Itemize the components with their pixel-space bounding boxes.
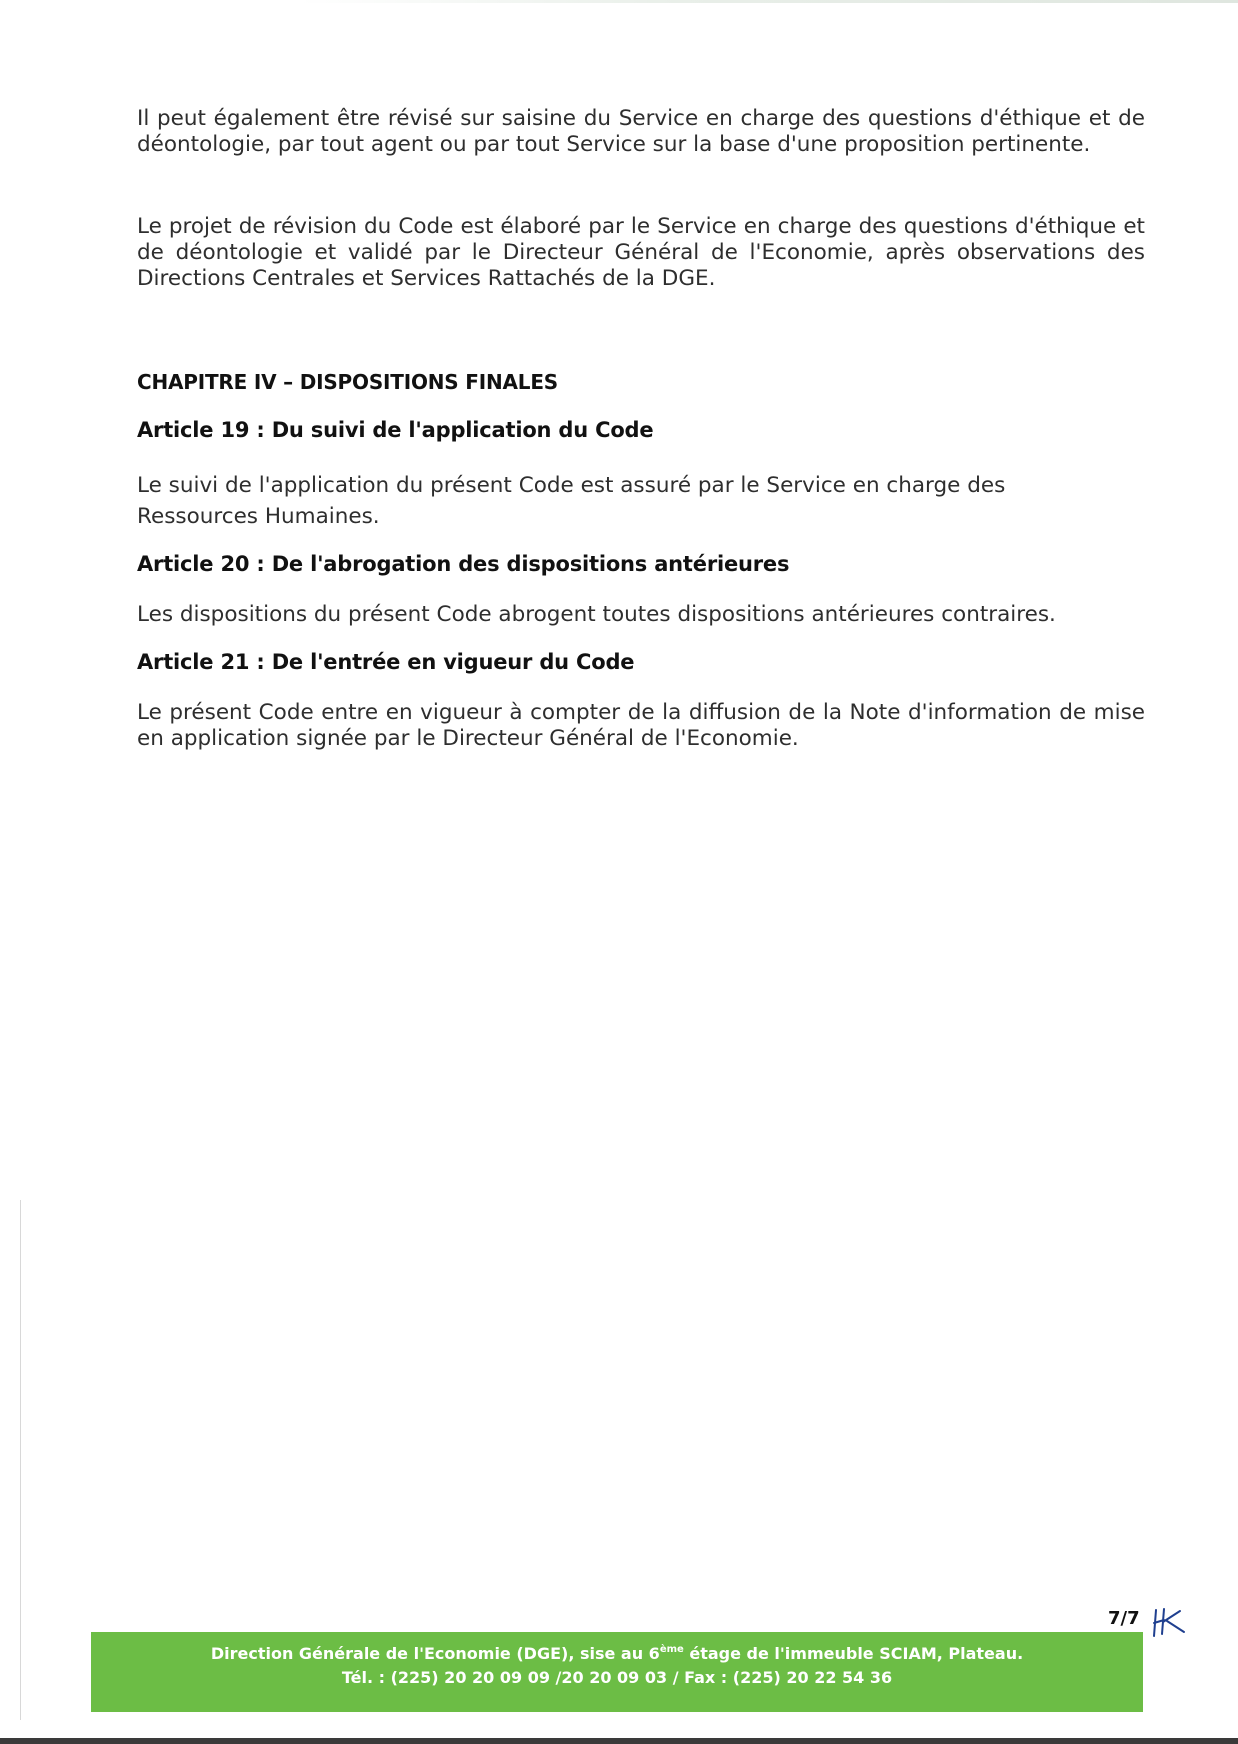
paragraph-revision-projet: Le projet de révision du Code est élaboré par le Service en charge des questions d'éthique et de déontologie et validé par le Directeur Général de l'Economie, après observations des Directions Centrales et Services Rattachés de la DGE. [137, 214, 1145, 291]
handwritten-initials [1150, 1606, 1190, 1640]
footer-address-line: Direction Générale de l'Economie (DGE), sise au 6ème étage de l'immeuble SCIAM, Plateau. [210, 1644, 1024, 1663]
article-19-title: Article 19 : Du suivi de l'application du Code [137, 418, 654, 442]
paragraph-revision-saisine: Il peut également être révisé sur saisine du Service en charge des questions d'éthique et de déontologie, par tout agent ou par tout Service sur la base d'une proposition pertinente. [137, 106, 1145, 157]
scan-bottom-edge [0, 1738, 1238, 1744]
page-number: 7/7 [1108, 1608, 1140, 1629]
scan-top-shadow [300, 0, 1238, 3]
article-21-title: Article 21 : De l'entrée en vigueur du Code [137, 650, 635, 674]
scan-left-edge [20, 1200, 21, 1720]
article-20-text: Les dispositions du présent Code abrogent toutes dispositions antérieures contraires. [137, 602, 1056, 627]
chapter-title: CHAPITRE IV – DISPOSITIONS FINALES [137, 370, 558, 394]
footer-contact-band [91, 1632, 1143, 1712]
footer-phone-line: Tél. : (225) 20 20 09 09 /20 20 09 03 / Fax : (225) 20 22 54 36 [341, 1668, 893, 1687]
article-19-text: Le suivi de l'application du présent Code est assuré par le Service en charge des Ressources Humaines. [137, 473, 1006, 529]
article-21-text: Le présent Code entre en vigueur à compter de la diffusion de la Note d'information de mise en application signée par le Directeur Général de l'Economie. [137, 700, 1145, 751]
article-20-title: Article 20 : De l'abrogation des dispositions antérieures [137, 552, 790, 576]
